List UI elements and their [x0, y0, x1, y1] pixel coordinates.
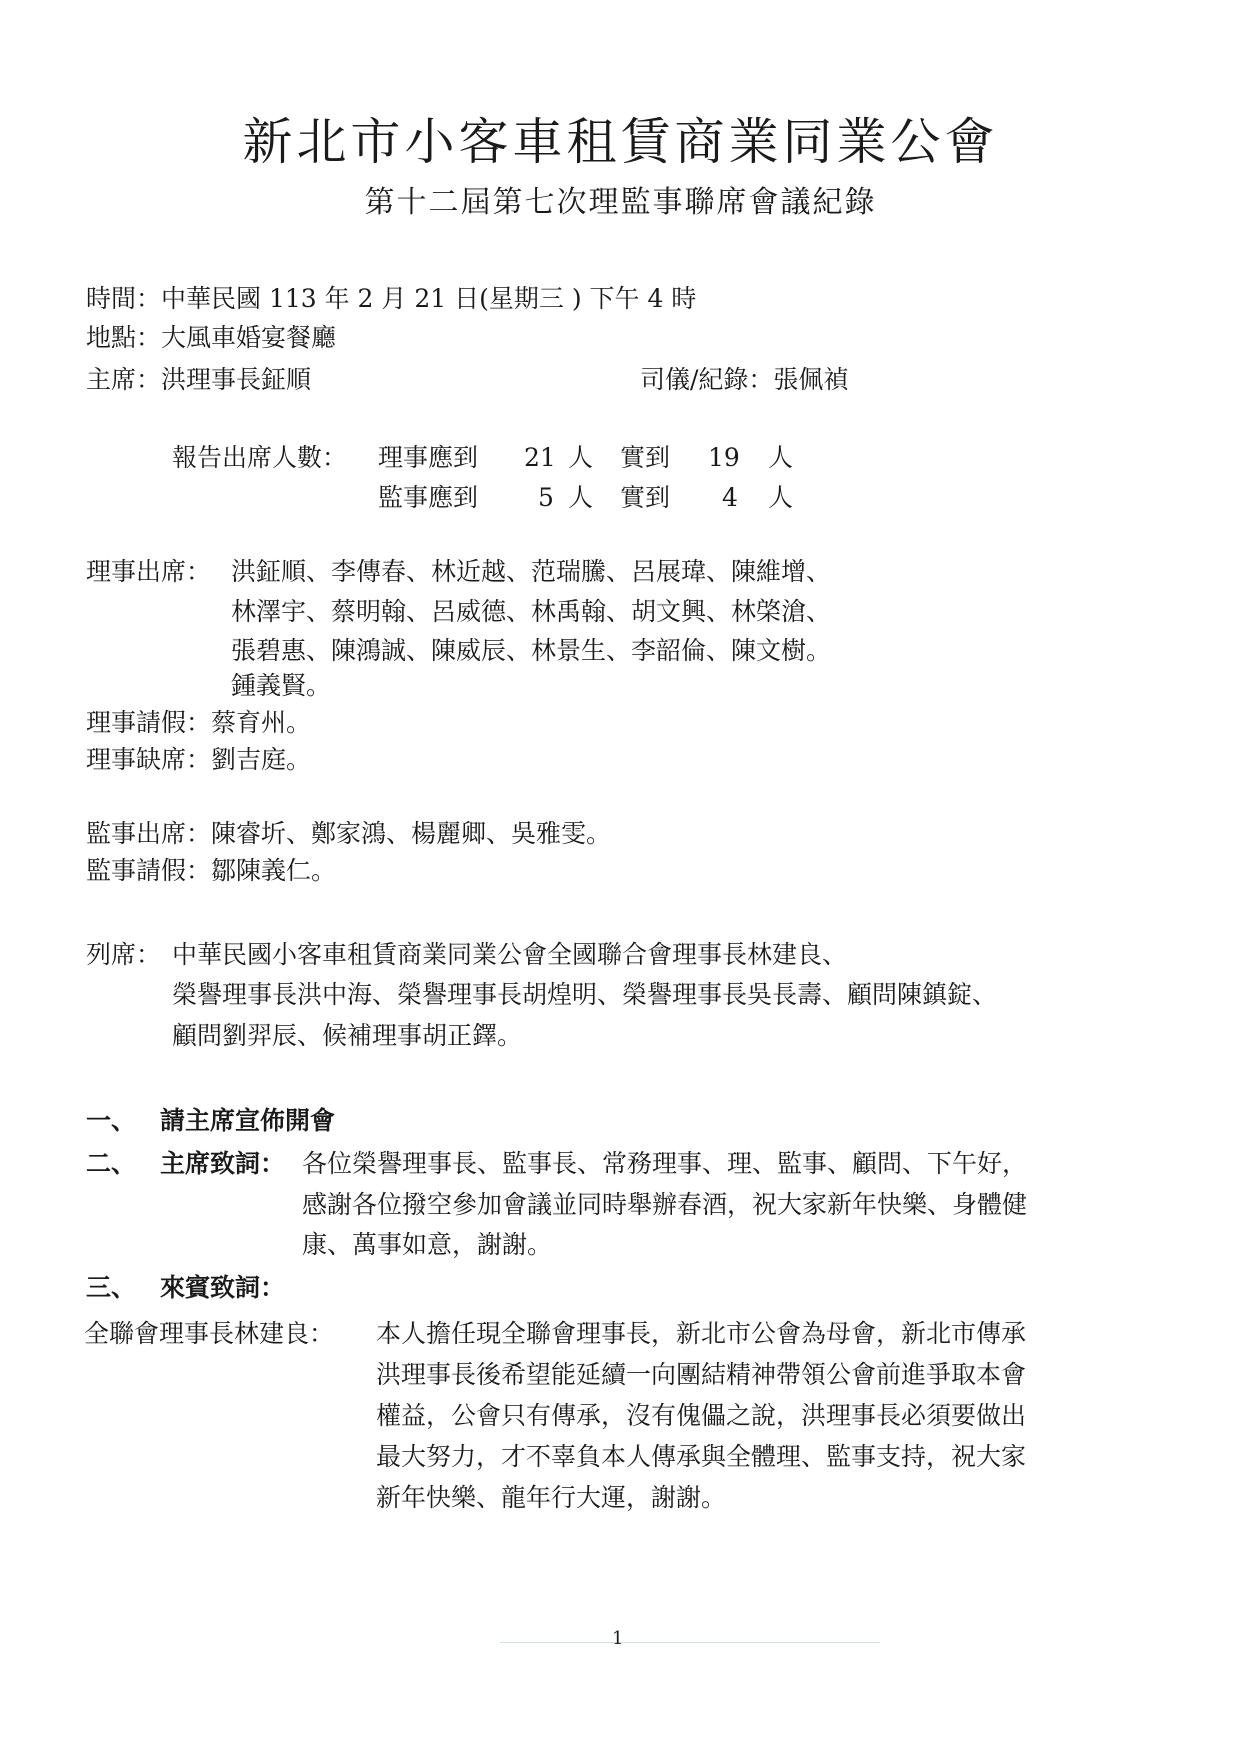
supervisor-actual-unit: 人: [768, 483, 794, 512]
page-number: 1: [612, 1628, 624, 1649]
supervisors-present: 監事出席：陳睿圻、鄭家鴻、楊麗卿、吳雅雯。: [86, 819, 612, 848]
supervisor-due-count: 5: [538, 483, 554, 512]
chair-speech-line: 康、萬事如意，謝謝。: [302, 1230, 553, 1259]
agenda-item-1-number: 一、: [86, 1106, 137, 1135]
guest-speech-line: 洪理事長後希望能延續一向團結精神帶領公會前進爭取本會: [376, 1360, 1027, 1389]
document-title: 新北市小客車租賃商業同業公會: [242, 113, 999, 171]
agenda-item-1-title: 請主席宣佈開會: [160, 1106, 336, 1135]
director-actual-unit: 人: [768, 443, 794, 472]
guests-line: 顧問劉羿辰、候補理事胡正鐸。: [172, 1021, 523, 1050]
agenda-item-2-title: 主席致詞：: [160, 1149, 286, 1178]
supervisor-actual-label: 實到: [620, 483, 671, 512]
directors-absent: 理事缺席：劉吉庭。: [86, 745, 312, 774]
chair-speech-line: 感謝各位撥空參加會議並同時舉辦春酒，祝大家新年快樂、身體健: [302, 1190, 1028, 1219]
directors-leave: 理事請假：蔡育州。: [86, 708, 312, 737]
guest-speech-line: 新年快樂、龍年行大運，謝謝。: [376, 1483, 727, 1512]
attendance-label: 報告出席人數：: [172, 443, 348, 472]
guest-speech-line: 最大努力，才不辜負本人傳承與全體理、監事支持，祝大家: [376, 1442, 1027, 1471]
director-due-count: 21: [524, 443, 556, 472]
meeting-time: 時間：中華民國 113 年 2 月 21 日(星期三 ) 下午 4 時: [86, 284, 697, 313]
directors-present-line: 張碧惠、陳鴻誠、陳威辰、林景生、李韶倫、陳文樹。: [231, 636, 832, 665]
director-actual-count: 19: [708, 443, 740, 472]
guest-speech-line: 權益，公會只有傳承，沒有傀儡之說，洪理事長必須要做出: [376, 1401, 1027, 1430]
guest-speech-line: 本人擔任現全聯會理事長，新北市公會為母會，新北市傳承: [376, 1319, 1027, 1348]
supervisor-due-unit: 人: [568, 483, 594, 512]
supervisor-due-label: 監事應到: [378, 483, 479, 512]
director-due-unit: 人: [568, 443, 594, 472]
directors-present-line: 林澤宇、蔡明翰、呂威德、林禹翰、胡文興、林棨滄、: [231, 597, 832, 626]
directors-present-line: 鍾義賢。: [231, 671, 332, 700]
meeting-place: 地點：大風車婚宴餐廳: [86, 323, 337, 352]
chair-speech-line: 各位榮譽理事長、監事長、常務理事、理、監事、顧問、下午好，: [302, 1149, 1028, 1178]
guest-speaker: 全聯會理事長林建良：: [84, 1319, 335, 1348]
guests-line: 榮譽理事長洪中海、榮譽理事長胡煌明、榮譽理事長吳長壽、顧問陳鎮錠、: [172, 980, 998, 1009]
agenda-item-2-number: 二、: [86, 1149, 137, 1178]
director-actual-label: 實到: [620, 443, 671, 472]
supervisor-actual-count: 4: [722, 483, 738, 512]
director-due-label: 理事應到: [378, 443, 479, 472]
guests-line: 中華民國小客車租賃商業同業公會全國聯合會理事長林建良、: [172, 940, 848, 969]
supervisors-leave: 監事請假：鄒陳義仁。: [86, 856, 337, 885]
footer-divider: [500, 1642, 880, 1643]
agenda-item-3-number: 三、: [86, 1273, 137, 1302]
document-subtitle: 第十二屆第七次理監事聯席會議紀錄: [364, 185, 877, 220]
directors-present-label: 理事出席：: [86, 557, 212, 586]
agenda-item-3-title: 來賓致詞：: [160, 1273, 286, 1302]
directors-present-line: 洪鉦順、李傳春、林近越、范瑞騰、呂展瑋、陳維增、: [231, 557, 832, 586]
meeting-recorder: 司儀/紀錄：張佩禎: [640, 365, 849, 394]
guests-label: 列席：: [86, 940, 162, 969]
meeting-chair: 主席：洪理事長鉦順: [86, 365, 312, 394]
